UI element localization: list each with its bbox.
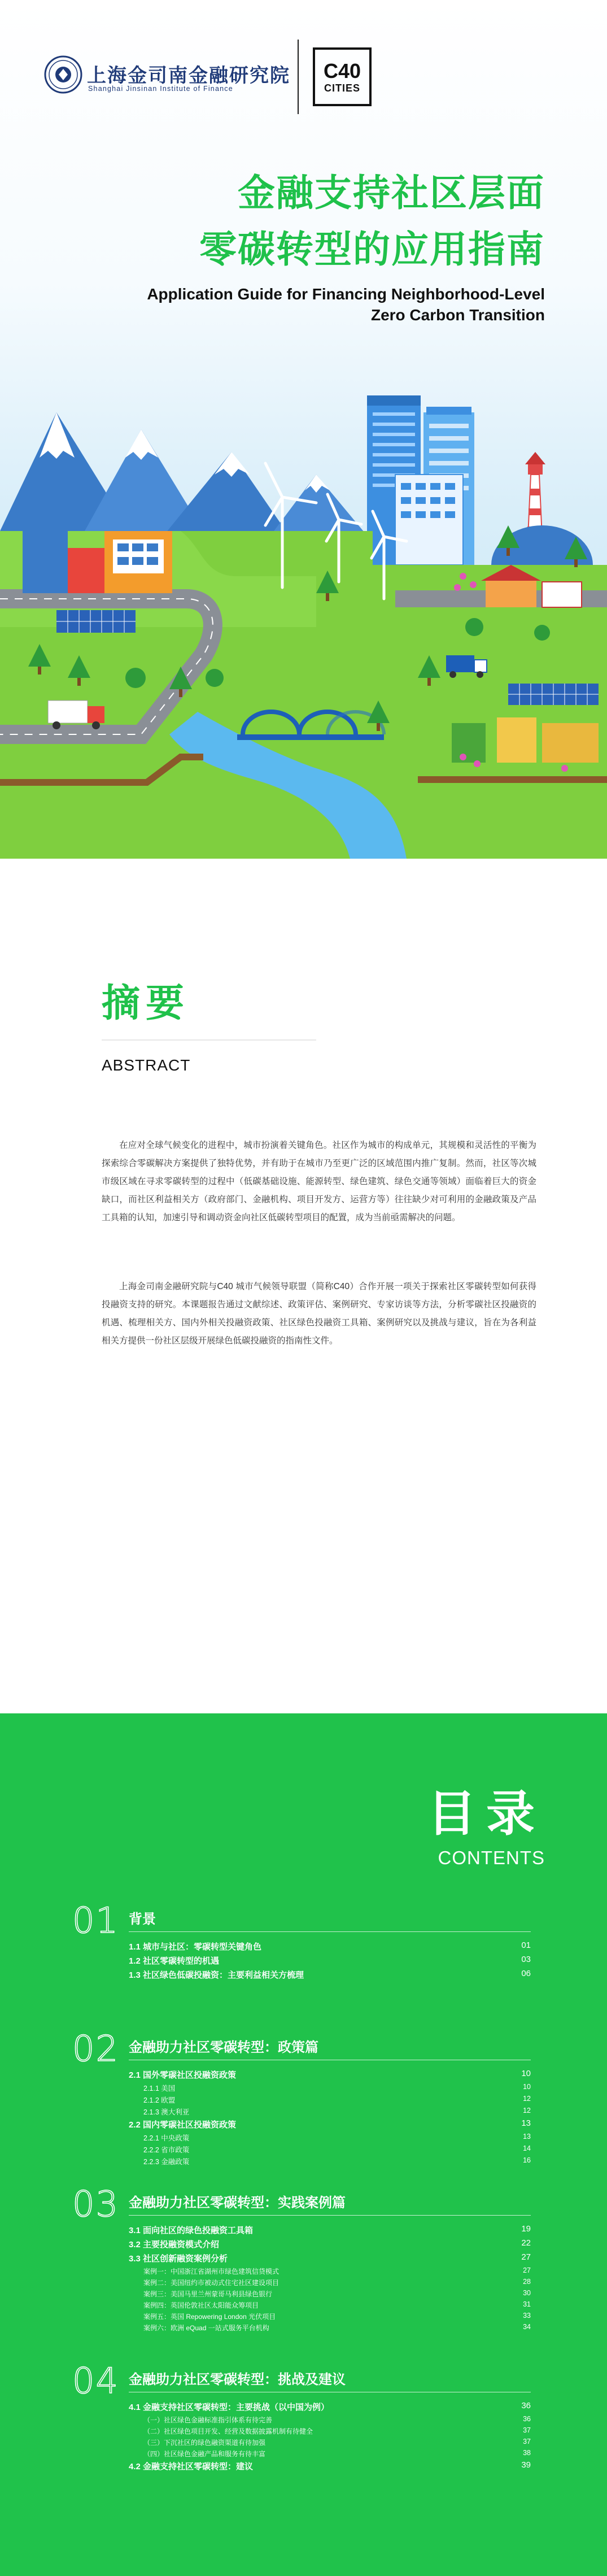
toc-entry-page: 38 — [523, 2449, 531, 2457]
title-en-line2: Zero Carbon Transition — [370, 306, 545, 324]
abstract-paragraph-1: 在应对全球气候变化的进程中，城市扮演着关键角色。社区作为城市的构成单元，其规模和灵活性的平衡为探索综合零碳解决方案提供了独特优势，并有助于在城市乃至更广泛的区域范围内推广复制。然而，社区等次城市级区域在寻求零碳转型的过程中（低碳基础设施、能源转型、绿色建筑、绿色交通等领域）面临着巨大的资金缺口，而社区利益相关方（政府部门、金融机构、项目开发方、运营方等）往往缺少对可利用的金融政策及产品工具箱的认知，加速引导和调动资金向社区低碳转型项目的配置，成为当前亟需解决的问题。 — [102, 1141, 536, 1222]
institute-name-cn: 上海金司南金融研究院 — [87, 64, 290, 87]
toc-entry-label: 案例三：美国马里兰州蒙哥马利县绿色银行 — [143, 2290, 273, 2298]
toc-entry[interactable] — [129, 1940, 531, 1955]
toc-section-title[interactable]: 背景 — [129, 1912, 156, 1927]
c40-logo-bottom: CITIES — [324, 82, 360, 94]
institute-name-en: Shanghai Jinsinan Institute of Finance — [88, 85, 233, 93]
toc-entry[interactable] — [129, 1955, 531, 1969]
toc-section-number: 03 — [72, 2183, 119, 2225]
toc-entry-list — [129, 2069, 531, 2168]
toc-entry[interactable] — [129, 2438, 531, 2449]
toc-entry-page: 01 — [521, 1940, 531, 1950]
toc-section-rule — [129, 2215, 531, 2216]
toc-entry-label: （一）社区绿色金融标准指引体系有待完善 — [143, 2416, 273, 2424]
toc-entry-label: （三）下沉社区的绿色融资渠道有待加强 — [143, 2439, 266, 2447]
title-cn-line1: 金融支持社区层面 — [238, 171, 545, 215]
toc-entry-label: 2.1.1 美国 — [143, 2085, 176, 2092]
toc-entry-page: 06 — [521, 1969, 531, 1978]
toc-entry[interactable] — [129, 2300, 531, 2312]
c40-cities-logo — [313, 47, 372, 106]
toc-entry-label: 案例一：中国浙江省湖州市绿色建筑信贷模式 — [143, 2268, 280, 2275]
toc-entry-page: 10 — [521, 2069, 531, 2078]
toc-entry-label: 2.2.3 金融政策 — [143, 2158, 190, 2166]
toc-entry-page: 12 — [523, 2095, 531, 2103]
toc-entry[interactable] — [129, 2224, 531, 2238]
toc-entry-page: 10 — [523, 2083, 531, 2091]
toc-entry-label: 3.3 社区创新融资案例分析 — [129, 2254, 228, 2264]
toc-entry-label: 4.2 金融支持社区零碳转型：建议 — [129, 2462, 254, 2471]
toc-entry-label: 案例二：美国纽约市被动式住宅社区建设项目 — [143, 2279, 280, 2287]
toc-entry-label: 3.2 主要投融资模式介绍 — [129, 2240, 220, 2249]
toc-entry[interactable] — [129, 2095, 531, 2107]
toc-entry-list — [129, 2224, 531, 2334]
toc-entry[interactable] — [129, 2415, 531, 2426]
toc-entry-label: 案例四：英国伦敦社区太阳能众筹项目 — [143, 2301, 259, 2309]
toc-entry-page: 22 — [521, 2238, 531, 2248]
toc-entry-page: 33 — [523, 2312, 531, 2320]
city-illustration — [0, 362, 607, 859]
toc-section-rule — [129, 1931, 531, 1932]
cover-page — [0, 0, 607, 859]
toc-entry[interactable] — [129, 2426, 531, 2438]
toc-entry[interactable] — [129, 1969, 531, 1983]
toc-entry-label: 1.1 城市与社区：零碳转型关键角色 — [129, 1942, 262, 1952]
title-cn-line2: 零碳转型的应用指南 — [199, 228, 545, 271]
toc-entry-page: 03 — [521, 1955, 531, 1964]
logo-divider — [298, 40, 299, 114]
toc-entry[interactable] — [129, 2323, 531, 2334]
toc-entry-page: 37 — [523, 2438, 531, 2446]
toc-section-title[interactable]: 金融助力社区零碳转型：政策篇 — [129, 2040, 318, 2055]
toc-entry[interactable] — [129, 2083, 531, 2095]
c40-logo-top: C40 — [323, 59, 361, 82]
toc-entry-list — [129, 2401, 531, 2474]
toc-section-title[interactable]: 金融助力社区零碳转型：挑战及建议 — [129, 2372, 346, 2387]
toc-entry-label: 3.1 面向社区的绿色投融资工具箱 — [129, 2226, 254, 2235]
toc-entry-label: 2.2 国内零碳社区投融资政策 — [129, 2120, 237, 2130]
toc-entry-page: 39 — [521, 2460, 531, 2470]
toc-entry[interactable] — [129, 2133, 531, 2144]
toc-section-title[interactable]: 金融助力社区零碳转型：实践案例篇 — [129, 2195, 346, 2211]
toc-entry-page: 36 — [523, 2415, 531, 2423]
toc-entry-list — [129, 1940, 531, 1983]
toc-entry-label: 1.2 社区零碳转型的机遇 — [129, 1956, 220, 1966]
toc-entry-page: 12 — [523, 2107, 531, 2114]
abstract-subtitle: ABSTRACT — [102, 1056, 191, 1074]
toc-entry-label: 2.2.2 省市政策 — [143, 2146, 190, 2154]
toc-entry-page: 27 — [523, 2266, 531, 2274]
toc-entry-label: 4.1 金融支持社区零碳转型：主要挑战（以中国为例） — [129, 2403, 330, 2412]
institute-seal-logo — [44, 55, 82, 94]
toc-entry[interactable] — [129, 2118, 531, 2133]
toc-entry-label: 1.3 社区绿色低碳投融资：主要利益相关方梳理 — [129, 1970, 304, 1980]
toc-entry[interactable] — [129, 2312, 531, 2323]
abstract-divider — [102, 1039, 316, 1041]
contents-subtitle: CONTENTS — [438, 1847, 545, 1868]
mountains — [0, 412, 373, 542]
contents-section — [0, 1713, 607, 2576]
toc-entry[interactable] — [129, 2238, 531, 2252]
toc-entry[interactable] — [129, 2252, 531, 2266]
toc-entry[interactable] — [129, 2144, 531, 2156]
toc-entry-page: 37 — [523, 2426, 531, 2434]
toc-entry-page: 31 — [523, 2300, 531, 2308]
toc-entry-page: 28 — [523, 2278, 531, 2286]
toc-entry-label: 案例六：欧洲 eQuad 一站式服务平台机构 — [143, 2324, 269, 2332]
title-en-line1: Application Guide for Financing Neighborhood-Level — [147, 285, 545, 303]
toc-entry-page: 19 — [521, 2224, 531, 2234]
abstract-title: 摘要 — [102, 981, 190, 1026]
toc-entry-label: 2.1.3 澳大利亚 — [143, 2108, 190, 2116]
toc-entry[interactable] — [129, 2069, 531, 2083]
toc-entry[interactable] — [129, 2401, 531, 2415]
contents-title: 目录 — [427, 1786, 545, 1842]
toc-entry-label: （四）社区绿色金融产品和服务有待丰富 — [143, 2450, 266, 2458]
toc-entry-page: 13 — [523, 2133, 531, 2140]
lighthouse — [525, 452, 545, 537]
toc-entry[interactable] — [129, 2289, 531, 2300]
toc-entry[interactable] — [129, 2449, 531, 2460]
toc-section-number: 01 — [72, 1900, 119, 1941]
toc-entry-label: 2.1 国外零碳社区投融资政策 — [129, 2070, 237, 2080]
toc-entry-label: （二）社区绿色项目开发、经营及数据披露机制有待健全 — [143, 2427, 313, 2435]
toc-section-number: 04 — [72, 2360, 119, 2401]
toc-entry[interactable] — [129, 2278, 531, 2289]
toc-entry[interactable] — [129, 2156, 531, 2168]
toc-entry-label: 2.2.1 中央政策 — [143, 2134, 190, 2142]
abstract-paragraph-2: 上海金司南金融研究院与C40 城市气候领导联盟（简称C40）合作开展一项关于探索社区零碳转型如何获得投融资支持的研究。本课题报告通过文献综述、政策评估、案例研究、专家访谈等方法，分析零碳社区投融资的机遇、梳理相关方、国内外相关投融资政策、社区绿色投融资工具箱、案例研究以及挑战与建议，旨在为各利益相关方提供一份社区层级开展绿色低碳投融资的指南性文件。 — [102, 1282, 536, 1346]
toc-entry-page: 13 — [521, 2118, 531, 2128]
toc-section-number: 02 — [72, 2028, 119, 2069]
toc-entry[interactable] — [129, 2460, 531, 2474]
toc-entry-label: 2.1.2 欧盟 — [143, 2096, 176, 2104]
toc-entry-page: 34 — [523, 2323, 531, 2331]
toc-entry-page: 36 — [521, 2401, 531, 2410]
toc-entry-page: 27 — [521, 2252, 531, 2262]
toc-entry-page: 14 — [523, 2144, 531, 2152]
toc-entry-label: 案例五：英国 Repowering London 光伏项目 — [143, 2313, 276, 2321]
toc-entry[interactable] — [129, 2107, 531, 2118]
toc-entry-page: 30 — [523, 2289, 531, 2297]
toc-entry-page: 16 — [523, 2156, 531, 2164]
toc-entry[interactable] — [129, 2266, 531, 2278]
